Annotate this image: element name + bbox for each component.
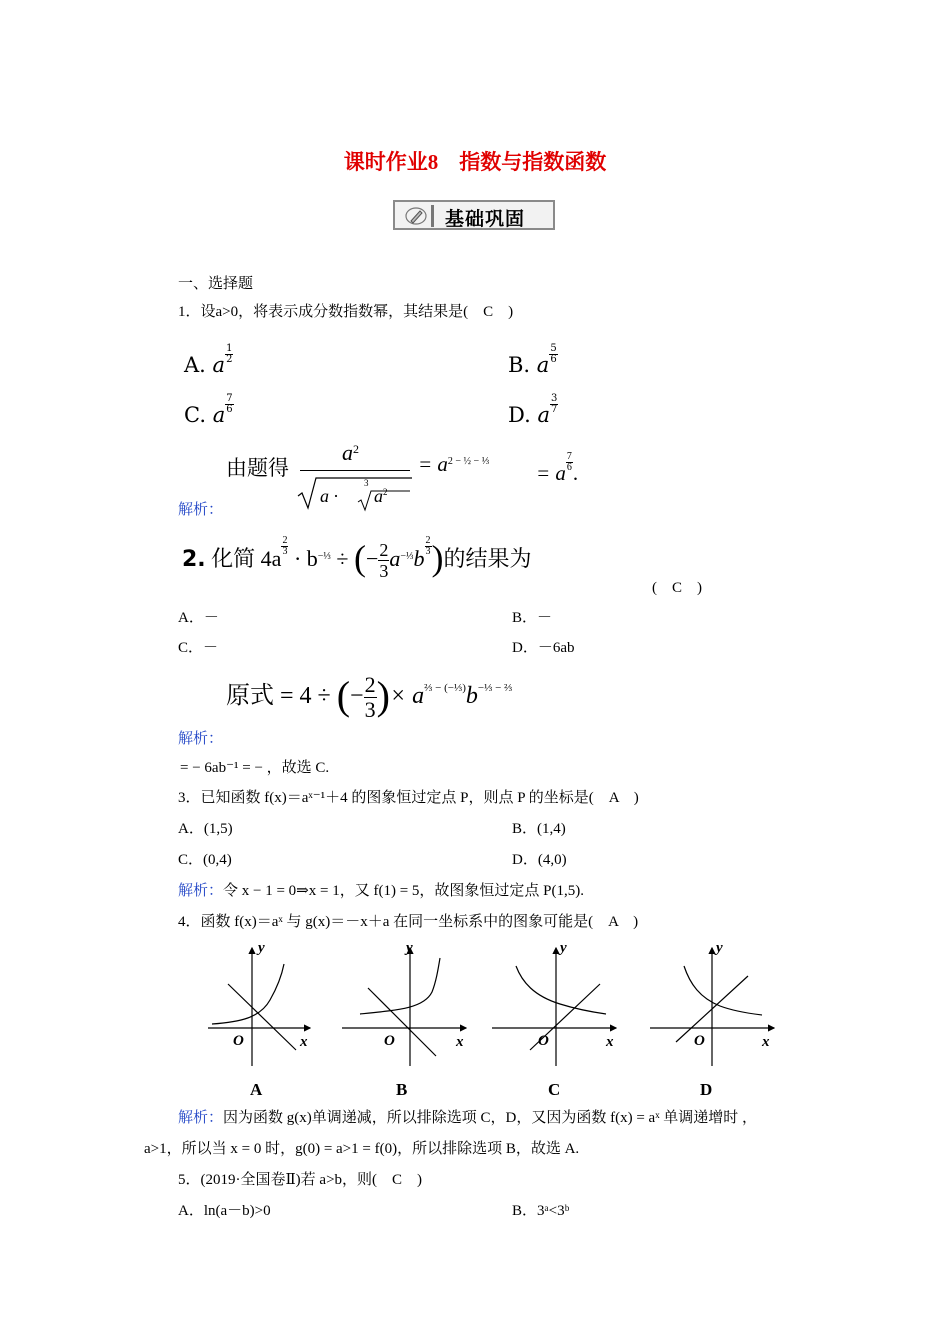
q2-option-a: A．－ [178, 610, 219, 626]
graph-a [208, 948, 310, 1066]
graph-c-y-label: y [560, 940, 567, 956]
q1-radical-sign [296, 474, 414, 512]
q1-work-denominator: a · [320, 486, 338, 506]
page-title: 课时作业8 指数与指数函数 [343, 150, 607, 174]
q1-work-end: = a $\frac{7}{6}$ . [536, 451, 579, 485]
q1-stem: 1．设a>0，将表示成分数指数幂，其结果是( C ) [178, 304, 514, 320]
q2-analysis-label: 解析： [178, 731, 224, 747]
q3-option-a: A．(1,5) [178, 821, 233, 837]
q1-work-numerator: $a^2$ [342, 440, 359, 465]
q3-analysis-text: 令 x − 1 = 0⇒x = 1，又 f(1) = 5，故图象恒过定点 P(1,5). [223, 883, 584, 899]
q1-work-mid: = $a^{2 - \frac{1}{2} - \frac{1}{3}}$ [418, 452, 490, 476]
q2-stem: 2. 化简 4a $\frac{2}{3}$ · $b^{-\frac{1}{3}}$ ÷ (− $\frac{2}{3}$ $a^{-\frac{1}{3}}b$ $\frac{2}{3}$ )的结果为 [182, 535, 532, 582]
q1-option-b: B. a $\frac{5}{6}$ [508, 343, 557, 377]
q2-stem-text: 化简 4a [211, 546, 282, 571]
graph-b-caption: B [396, 1080, 408, 1099]
q2-result: = − 6ab⁻¹ = − ，故选 C. [180, 760, 330, 776]
graph-d-origin: O [694, 1033, 705, 1049]
q2-work-b: b [465, 683, 478, 709]
graph-a-y-label: y [258, 940, 265, 956]
q3-option-c: C．(0,4) [178, 852, 232, 868]
section-badge [393, 200, 555, 230]
badge-label: 基础巩固 [445, 208, 526, 230]
q4-analysis-label: 解析： [178, 1110, 224, 1126]
q5-stem: 5．(2019·全国卷Ⅱ)若 a>b，则( C ) [178, 1172, 423, 1188]
graph-c-x-label: x [606, 1034, 614, 1050]
q2-option-b: B．－ [512, 610, 553, 626]
q3-option-b: B．(1,4) [512, 821, 566, 837]
graph-b-y-label: y [406, 940, 413, 956]
graph-c [492, 948, 616, 1066]
q4-stem: 4．函数 f(x)＝aˣ 与 g(x)＝－x＋a 在同一坐标系中的图象可能是( A ) [178, 914, 639, 930]
q2-number: 2. [182, 547, 206, 572]
graph-d-caption: D [700, 1080, 713, 1099]
pencil-icon [405, 206, 427, 226]
graph-a-x-label: x [300, 1034, 308, 1050]
section-heading: 一、选择题 [178, 276, 254, 292]
graph-d-y-label: y [716, 940, 723, 956]
graph-d [650, 948, 774, 1066]
graph-b [342, 948, 466, 1066]
graph-b-x-label: x [456, 1034, 464, 1050]
q1-work-prefix: 由题得 [226, 456, 289, 480]
q2-working: 原式 = 4 ÷ (− $\frac{2}{3}$ )× $a^{\frac{2}{3} - (-\frac{1}{3})}b^{-\frac{1}{3} - \frac{2}{3}}$ [226, 671, 513, 722]
q2-answer: ( C ) [652, 580, 702, 596]
q3-stem: 3．已知函数 f(x)＝aˣ⁻¹＋4 的图象恒过定点 P，则点 P 的坐标是( A ) [178, 790, 639, 806]
q5-option-b: B．3ᵃ<3ᵇ [512, 1203, 570, 1219]
q2-work-eq: = 4 ÷ [280, 683, 331, 709]
graph-c-origin: O [538, 1033, 549, 1049]
q4-analysis-text-1: 因为函数 g(x)单调递减，所以排除选项 C，D，又因为函数 f(x) = aˣ 单调递增时 ， [223, 1110, 758, 1126]
q2-option-c: C．－ [178, 640, 219, 656]
q1-analysis-label: 解析： [178, 502, 224, 518]
q1-root-arg: $a^2$ [374, 486, 388, 506]
q1-option-c: C. a $\frac{7}{6}$ [184, 393, 233, 427]
badge-divider [431, 205, 434, 227]
q4-analysis-1 [178, 1106, 757, 1127]
graph-a-origin: O [233, 1033, 244, 1049]
q5-option-a: A．ln(a－b)>0 [178, 1203, 271, 1219]
q3-analysis [178, 879, 584, 900]
q2-stem-tail: 的结果为 [443, 546, 532, 571]
q1-option-d: D. a $\frac{3}{7}$ [508, 393, 558, 427]
q1-fraction-bar [300, 470, 410, 471]
q2-work-a: × $a^{\frac{2}{3} - (-\frac{1}{3})}$ [389, 682, 466, 709]
graph-d-x-label: x [762, 1034, 770, 1050]
q1-working [226, 440, 606, 512]
q3-option-d: D．(4,0) [512, 852, 567, 868]
graph-c-caption: C [548, 1080, 561, 1099]
q4-graphs [200, 938, 790, 1106]
graph-b-origin: O [384, 1033, 395, 1049]
q1-root-index: 3 [364, 478, 369, 488]
q1-option-a: A. a $\frac{1}{2}$ [184, 343, 233, 377]
q2-stem-b: · b [293, 546, 318, 571]
graph-a-caption: A [250, 1080, 263, 1099]
q2-option-d: D．－6ab [512, 640, 575, 656]
q2-stem-div: ÷ [336, 546, 349, 571]
q3-analysis-label: 解析： [178, 883, 224, 899]
q4-analysis-2: a>1，所以当 x = 0 时，g(0) = a>1 = f(0)，所以排除选项 B，故选 A. [144, 1141, 580, 1157]
q2-work-prefix: 原式 [226, 681, 274, 709]
